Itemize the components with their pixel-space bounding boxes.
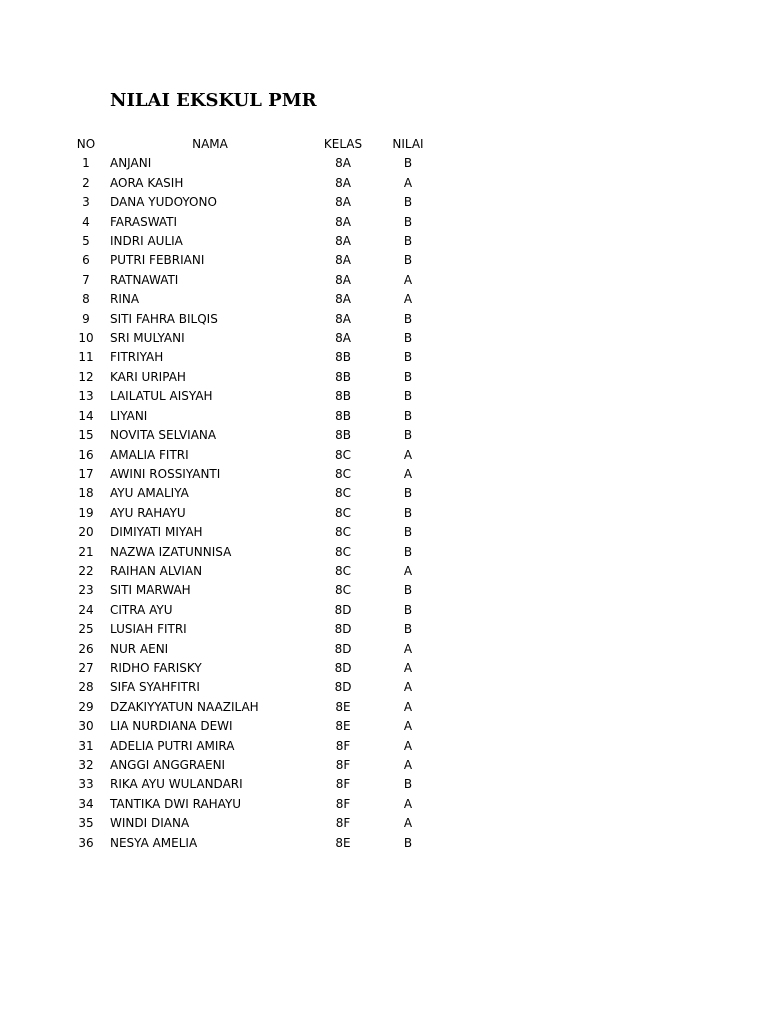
cell-no: 3 [82,195,90,210]
cell-no: 32 [78,758,94,772]
cell-kelas: 8B [335,408,351,423]
cell-nama: ADELIA PUTRI AMIRA [110,738,235,753]
cell-no: 13 [78,389,94,404]
cell-kelas: 8F [335,738,351,753]
cell-nilai: B [403,505,413,520]
cell-nilai: B [403,350,413,365]
cell-kelas: 8A [335,272,351,287]
cell-nama: ANJANI [110,156,152,171]
table-row [62,329,440,348]
cell-no: 9 [82,311,90,326]
cell-nama: NOVITA SELVIANA [110,428,217,443]
cell-nilai: A [403,175,413,190]
cell-no: 7 [82,272,90,287]
table-row [62,426,440,445]
cell-no: 10 [78,331,94,346]
cell-kelas: 8A [335,156,351,171]
cell-nilai: A [403,466,413,481]
cell-no: 35 [78,816,94,831]
table-row [62,484,440,503]
cell-nilai: B [403,486,413,501]
cell-kelas: 8E [335,699,351,714]
cell-kelas: 8C [334,466,351,481]
cell-nilai: B [403,331,413,346]
cell-nilai: B [403,622,413,637]
table-row [62,620,440,639]
cell-kelas: 8A [335,292,351,307]
cell-kelas: 8B [335,389,351,404]
table-row [62,251,440,270]
cell-no: 18 [78,486,94,501]
grades-table [62,135,440,853]
table-row [62,368,440,387]
cell-nama: WINDI DIANA [110,816,190,831]
cell-nilai: B [403,156,413,171]
cell-nilai: A [403,699,413,714]
cell-nama: ANGGI ANGGRAENI [110,758,226,772]
cell-no: 19 [78,505,94,520]
cell-kelas: 8C [334,583,351,598]
cell-kelas: 8C [334,505,351,520]
cell-no: 5 [82,234,90,249]
cell-kelas: 8C [334,544,351,559]
table-row [62,698,440,717]
cell-kelas: 8A [335,311,351,326]
cell-nilai: A [403,563,413,578]
cell-no: 28 [78,680,94,695]
cell-nilai: B [403,253,413,268]
cell-nilai: B [403,777,413,792]
cell-nama: TANTIKA DWI RAHAYU [110,796,242,811]
cell-nilai: A [403,680,413,695]
table-row [62,193,440,212]
cell-nama: AWINI ROSSIYANTI [110,466,221,481]
cell-no: 2 [82,175,90,190]
cell-kelas: 8F [335,796,351,811]
cell-nama: KARI URIPAH [110,369,186,384]
cell-nama: AYU AMALIYA [110,486,189,501]
cell-no: 21 [78,544,94,559]
cell-nilai: A [403,292,413,307]
cell-kelas: 8C [334,525,351,540]
table-row [62,407,440,426]
cell-kelas: 8E [335,835,351,850]
cell-no: 8 [82,292,90,307]
cell-nilai: B [403,428,413,443]
cell-nilai: B [403,234,413,249]
cell-nama: CITRA AYU [110,602,173,617]
table-row [62,678,440,697]
cell-nilai: A [403,816,413,831]
cell-no: 31 [78,738,94,753]
cell-kelas: 8D [334,622,352,637]
cell-nilai: A [403,796,413,811]
cell-nilai: A [403,641,413,656]
cell-nama: INDRI AULIA [110,234,183,249]
table-row [62,232,440,251]
cell-nama: SIFA SYAHFITRI [110,680,200,695]
cell-no: 4 [82,214,90,229]
cell-nilai: B [403,583,413,598]
header-no: NO [76,137,96,151]
cell-nilai: B [403,408,413,423]
cell-no: 29 [78,699,94,714]
table-row [62,756,440,775]
cell-nilai: B [403,214,413,229]
cell-kelas: 8A [335,234,351,249]
table-row [62,543,440,562]
cell-nilai: B [403,311,413,326]
cell-nilai: A [403,719,413,734]
cell-nama: RATNAWATI [110,272,179,287]
cell-nilai: B [403,544,413,559]
table-body [62,154,440,853]
cell-nama: AYU RAHAYU [110,505,186,520]
cell-nilai: A [403,758,413,772]
cell-kelas: 8D [334,602,352,617]
cell-kelas: 8D [334,660,352,675]
header-kelas: KELAS [323,137,363,151]
cell-kelas: 8A [335,331,351,346]
cell-nilai: A [403,738,413,753]
cell-kelas: 8C [334,486,351,501]
table-row [62,290,440,309]
cell-nilai: B [403,835,413,850]
table-row [62,737,440,756]
cell-nama: RIKA AYU WULANDARI [110,777,243,792]
table-header-row [62,135,440,154]
cell-kelas: 8A [335,253,351,268]
cell-nama: RAIHAN ALVIAN [110,563,203,578]
cell-nilai: B [403,369,413,384]
cell-nama: LUSIAH FITRI [110,622,187,637]
cell-kelas: 8C [334,563,351,578]
table-row [62,640,440,659]
cell-nama: SITI FAHRA BILQIS [110,311,218,326]
cell-nilai: B [403,389,413,404]
table-row [62,213,440,232]
cell-no: 27 [78,660,94,675]
header-nama: NAMA [192,137,228,151]
cell-nama: AORA KASIH [110,175,184,190]
cell-nama: SITI MARWAH [110,583,191,598]
cell-no: 24 [78,602,94,617]
table-row [62,174,440,193]
table-row [62,271,440,290]
cell-nilai: A [403,272,413,287]
table-row [62,601,440,620]
cell-no: 15 [78,428,94,443]
cell-kelas: 8B [335,428,351,443]
cell-kelas: 8D [334,641,352,656]
table-row [62,154,440,173]
cell-nama: LAILATUL AISYAH [110,389,213,404]
table-row [62,814,440,833]
cell-nama: DANA YUDOYONO [110,195,217,210]
cell-kelas: 8B [335,369,351,384]
cell-kelas: 8F [335,816,351,831]
table-row [62,348,440,367]
cell-no: 30 [78,719,94,734]
cell-no: 36 [78,835,94,850]
cell-no: 11 [78,350,94,365]
cell-kelas: 8F [335,758,351,772]
cell-nilai: B [403,195,413,210]
cell-kelas: 8A [335,175,351,190]
table-row [62,834,440,853]
table-row [62,504,440,523]
cell-kelas: 8E [335,719,351,734]
cell-nilai: B [403,602,413,617]
cell-nama: DIMIYATI MIYAH [110,525,203,540]
table-row [62,523,440,542]
cell-no: 34 [78,796,94,811]
cell-kelas: 8D [334,680,352,695]
table-row [62,775,440,794]
cell-nama: PUTRI FEBRIANI [110,253,205,268]
table-row [62,717,440,736]
cell-no: 6 [82,253,90,268]
cell-nilai: A [403,660,413,675]
cell-nama: NUR AENI [110,641,169,656]
cell-nama: SRI MULYANI [110,331,185,346]
cell-no: 26 [78,641,94,656]
page-title: NILAI EKSKUL PMR [110,90,317,111]
cell-no: 14 [78,408,94,423]
cell-nama: FARASWATI [110,214,178,229]
cell-nama: DZAKIYYATUN NAAZILAH [110,699,259,714]
table-row [62,795,440,814]
table-row [62,446,440,465]
cell-kelas: 8F [335,777,351,792]
cell-no: 33 [78,777,94,792]
cell-kelas: 8A [335,214,351,229]
cell-nama: RINA [110,292,140,307]
cell-kelas: 8C [334,447,351,462]
table-row [62,562,440,581]
cell-nama: NESYA AMELIA [110,835,198,850]
cell-nama: AMALIA FITRI [110,447,189,462]
table-row [62,581,440,600]
table-row [62,465,440,484]
table-row [62,310,440,329]
cell-no: 25 [78,622,94,637]
cell-nama: NAZWA IZATUNNISA [110,544,232,559]
cell-nama: RIDHO FARISKY [110,660,202,675]
header-nilai: NILAI [392,137,424,151]
cell-no: 17 [78,466,94,481]
cell-nama: LIA NURDIANA DEWI [110,719,233,734]
table-row [62,387,440,406]
cell-nama: FITRIYAH [110,350,164,365]
cell-kelas: 8A [335,195,351,210]
cell-no: 1 [82,156,90,171]
cell-no: 20 [78,525,94,540]
cell-nilai: A [403,447,413,462]
cell-no: 12 [78,369,94,384]
cell-no: 22 [78,563,94,578]
cell-no: 16 [78,447,94,462]
cell-kelas: 8B [335,350,351,365]
cell-nama: LIYANI [110,408,148,423]
cell-no: 23 [78,583,94,598]
table-row [62,659,440,678]
cell-nilai: B [403,525,413,540]
